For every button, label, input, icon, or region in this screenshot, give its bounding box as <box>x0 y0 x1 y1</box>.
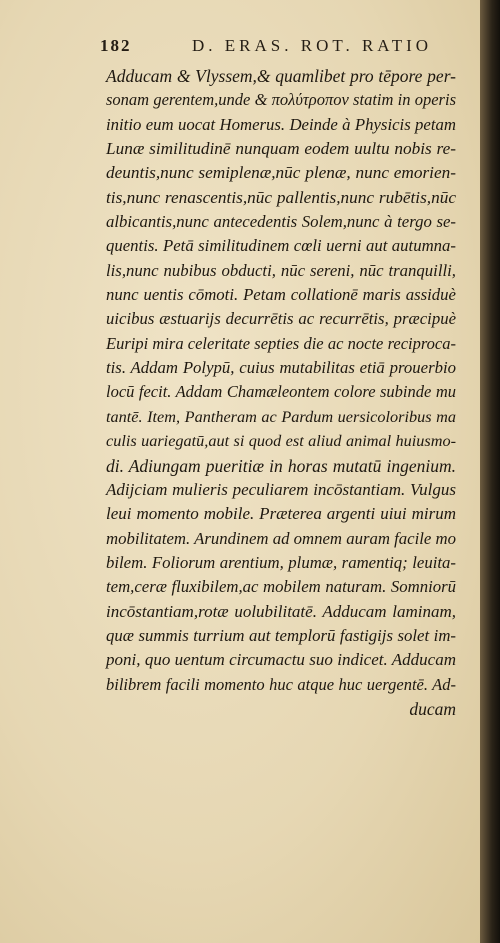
text-line: uicibus æstuarijs decurrētis ac recurrētis, præcipuè <box>106 309 456 329</box>
text-line: incōstantiam,rotæ uolubilitatē. Adducam laminam, <box>106 601 456 621</box>
text-line: locū fecit. Addam Chamæleontem colore subinde mu <box>106 382 456 402</box>
page-number: 182 <box>100 36 132 55</box>
text-line: mobilitatem. Arundinem ad omnem auram facile mo <box>106 528 457 548</box>
text-line: Adijciam mulieris peculiarem incōstantiam. Vulgus <box>106 479 456 499</box>
text-line: tis. Addam Polypū, cuius mutabilitas etiā prouerbio <box>106 358 456 378</box>
text-line: sonam gerentem,unde & πολύτροπον statim in operis <box>106 90 456 110</box>
text-line: tis,nunc renascentis,nūc pallentis,nunc rubētis,nūc <box>106 187 456 207</box>
text-line: quentis. Petā similitudinem cœli uerni aut autumna- <box>106 236 456 256</box>
text-line: albicantis,nunc antecedentis Solem,nunc à tergo se- <box>106 212 456 232</box>
text-line: culis uariegatū,aut si quod est aliud animal huiusmo- <box>106 432 456 451</box>
text-line: Lunæ similitudinē nunquam eodem uultu nobis re- <box>106 139 456 159</box>
text-line: poni, quo uentum circumactu suo indicet. Adducam <box>106 650 456 670</box>
text-line: Euripi mira celeritate septies die ac nocte reciproca- <box>106 333 456 353</box>
text-line: initio eum uocat Homerus. Deinde à Physicis petam <box>106 114 456 134</box>
book-gutter <box>480 0 500 943</box>
text-line: tantē. Item, Pantheram ac Pardum uersicoloribus ma <box>106 407 456 426</box>
body-text <box>106 64 456 721</box>
text-line: nunc uentis cōmoti. Petam collationē maris assiduè <box>106 285 456 305</box>
text-line: lis,nunc nubibus obducti, nūc sereni, nūc tranquilli, <box>106 260 456 280</box>
text-line: deuntis,nunc semiplenæ,nūc plenæ, nunc emorien- <box>106 163 456 183</box>
text-line: quæ summis turrium aut templorū fastigijs solet im- <box>106 625 456 645</box>
page-header <box>100 36 460 56</box>
text-line: di. Adiungam pueritiæ in horas mutatū ingenium. <box>106 455 456 476</box>
catchword: ducam <box>409 698 456 719</box>
running-head: D. ERAS. ROT. RATIO <box>192 36 433 55</box>
text-line: Adducam & Vlyssem,& quamlibet pro tēpore per- <box>106 66 456 86</box>
text-line: tem,ceræ fluxibilem,ac mobilem naturam. Somniorū <box>106 577 456 597</box>
text-line: leui momento mobile. Præterea argenti uiui mirum <box>106 504 456 524</box>
text-line: bilem. Foliorum arentium, plumæ, ramentiq; leuita- <box>106 552 456 572</box>
text-line: bilibrem facili momento huc atque huc uergentē. Ad- <box>106 674 456 694</box>
